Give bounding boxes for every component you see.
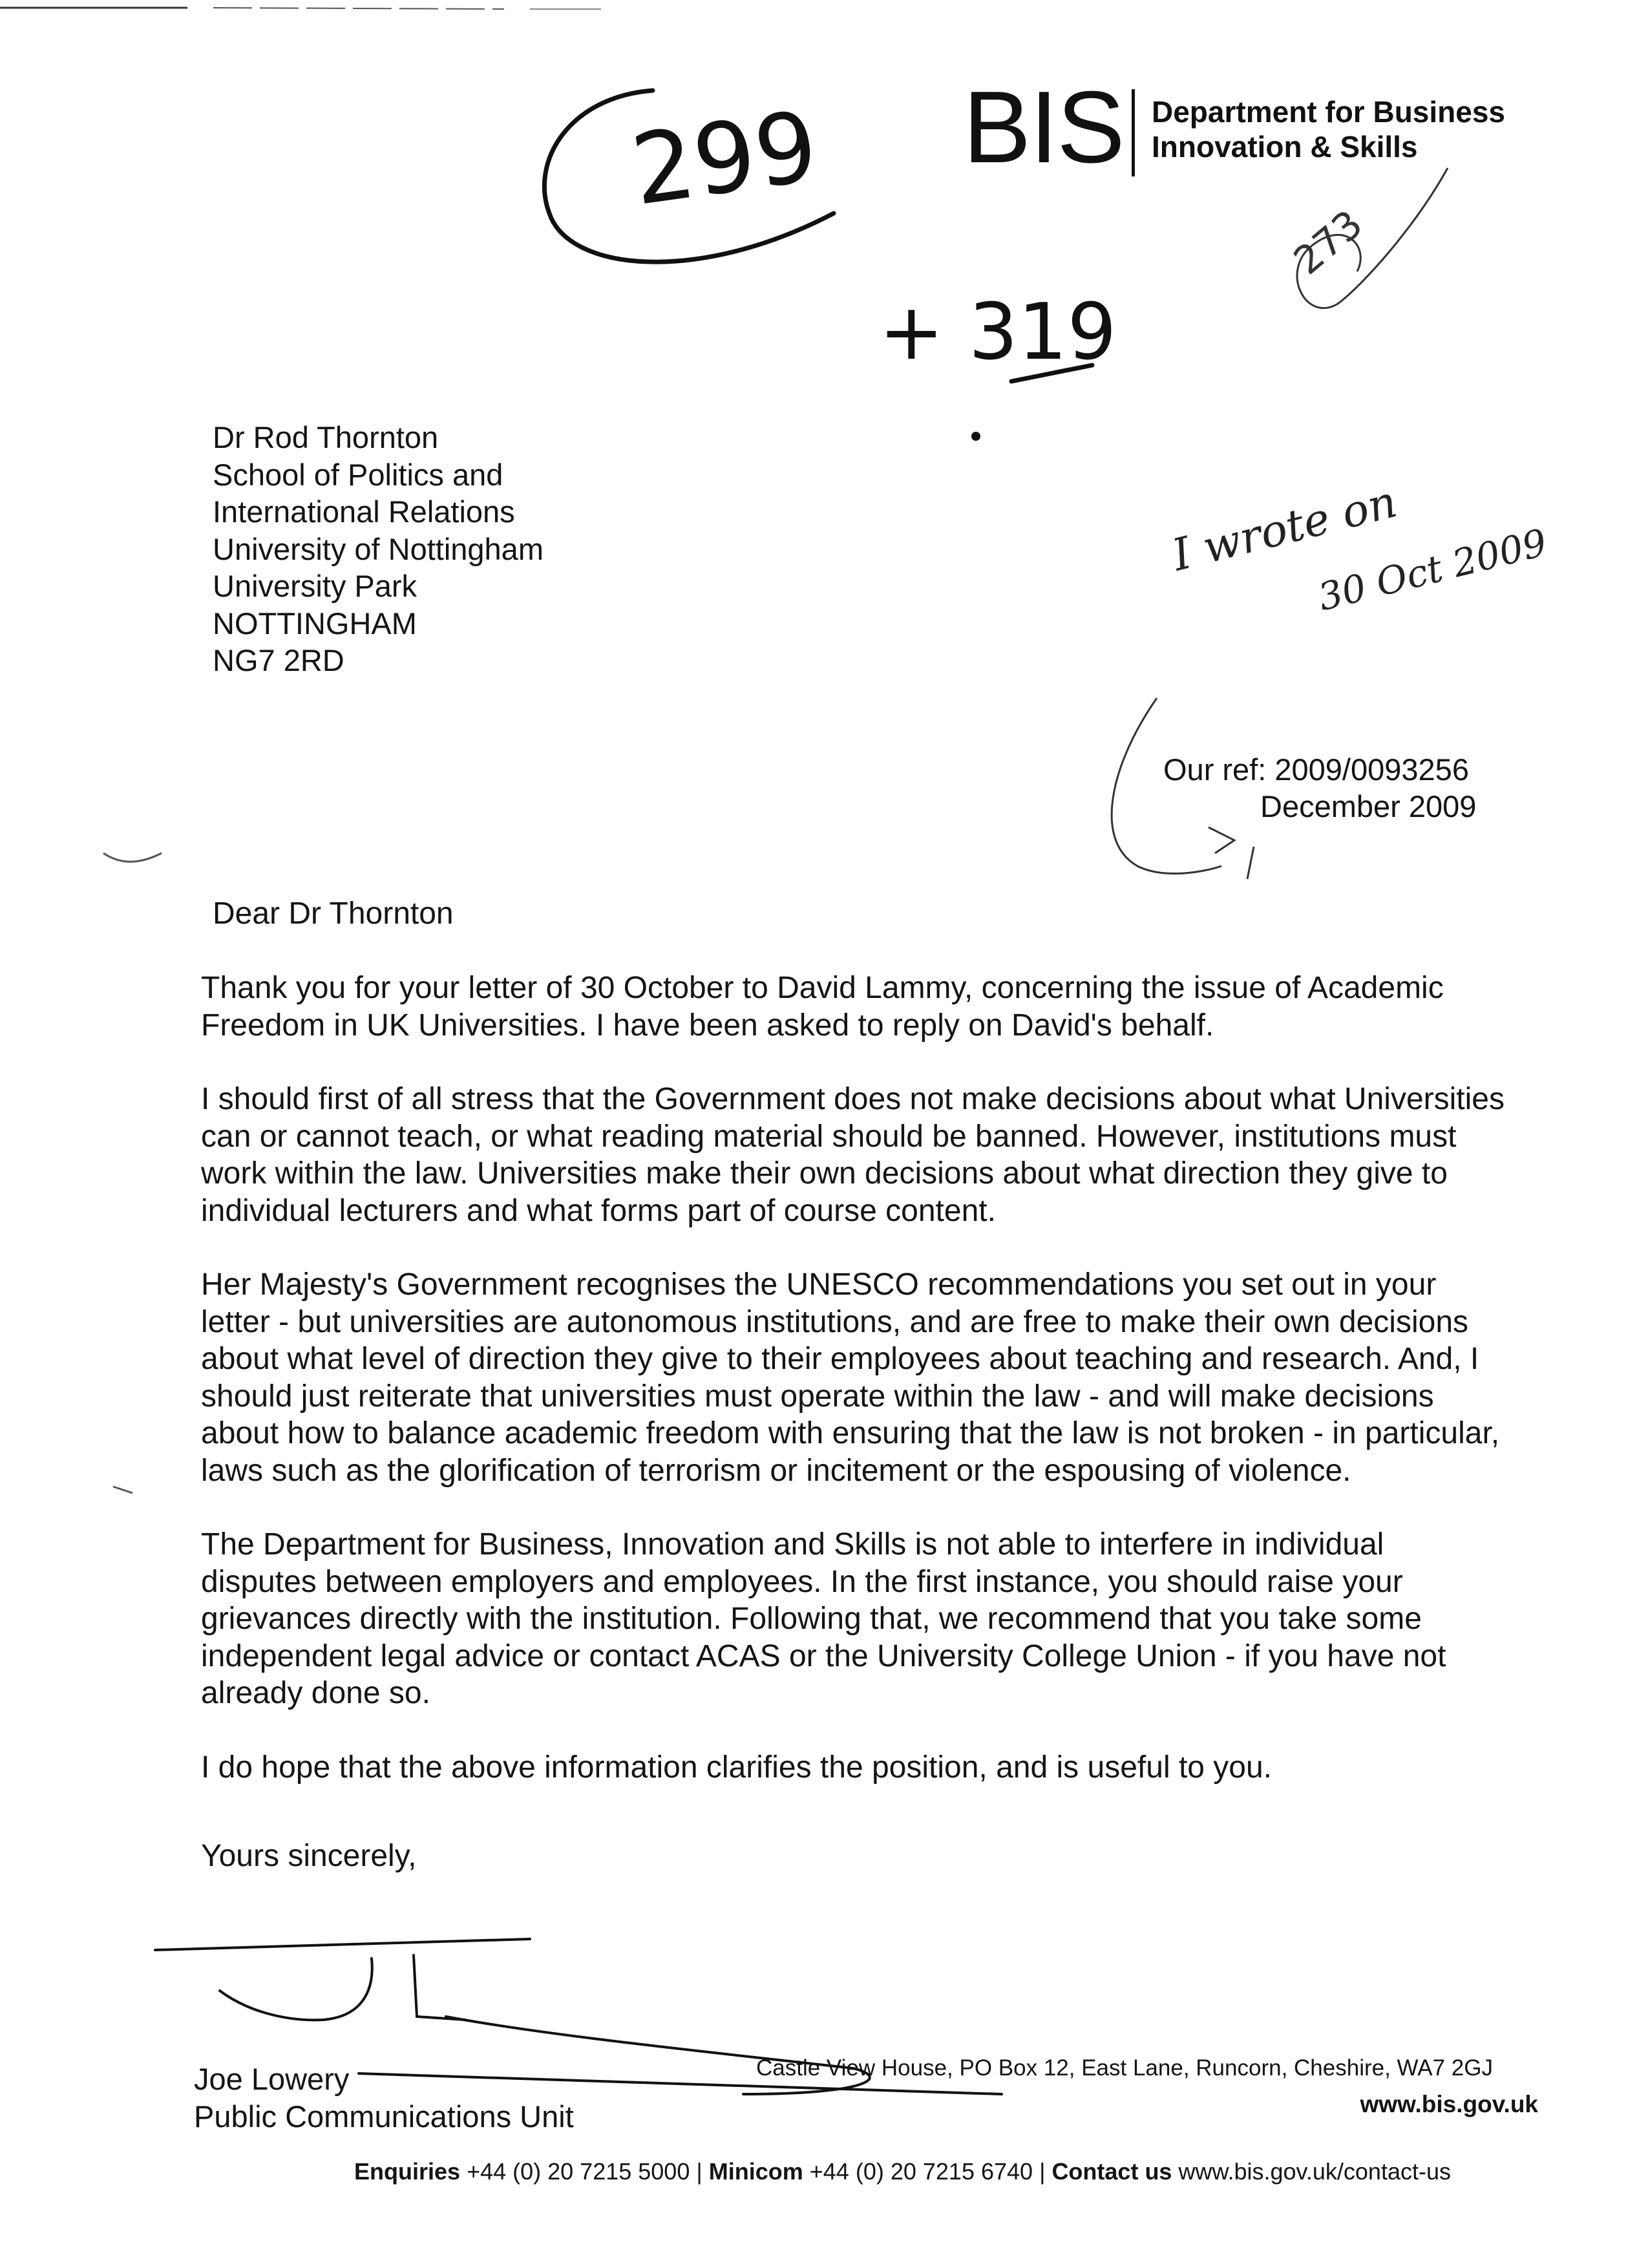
date-bracket-annotation [1112,698,1254,879]
signature-block [194,2061,574,2136]
page-number-text: 299 [625,90,825,228]
paragraph: I do hope that the above information clarifies the position, and is useful to you. [201,1750,1273,1785]
enquiries-number: +44 (0) 20 7215 5000 [467,2158,690,2185]
recipient-address [213,419,544,679]
enquiries-label: Enquiries [354,2158,461,2185]
signer-unit: Public Communications Unit [194,2099,574,2134]
address-line: International Relations [213,494,515,529]
paragraph: The Department for Business, Innovation and Skills is not able to interfere in individual disputes between employers and employees. In the first instance, you should raise your grievances directly with the institution. Following that, we recommend that you take some independent legal advice or contact ACAS or the University College Union - if you have not already done so. [201,1527,1446,1710]
added-number-text: + 319 [879,288,1117,377]
our-reference: Our ref: 2009/0093256 [1163,752,1469,787]
address-line: Dr Rod Thornton [213,420,439,454]
bis-logo: BIS [963,70,1124,184]
footer-address: Castle View House, PO Box 12, East Lane, Runcorn, Cheshire, WA7 2GJ [756,2055,1493,2081]
page-number-annotation [544,90,834,262]
footer-website[interactable]: www.bis.gov.uk [1360,2091,1538,2117]
minicom-number: +44 (0) 20 7215 6740 [809,2158,1033,2185]
minicom-label: Minicom [708,2158,803,2185]
paragraph: I should first of all stress that the Government does not make decisions about what Universities can or cannot teach, or what reading material should be banned. However, institutions must work within the law. Universities make their own decisions about what direction they give to individual lecturers and what forms part of course content. [201,1082,1505,1228]
address-line: University Park [213,569,417,603]
margin-number-annotation [1285,168,1448,308]
margin-marks [103,853,162,1493]
paragraph: Thank you for your letter of 30 October to David Lammy, concerning the issue of Academic Freedom in UK Universities. I have been asked to reply on David's behalf. [201,971,1444,1043]
footer-contact-line [354,2156,1451,2187]
margin-number-text: 273 [1285,201,1371,284]
signer-name: Joe Lowery [194,2062,350,2096]
contact-label: Contact us [1051,2158,1172,2185]
footer-separator: | [696,2158,709,2185]
address-line: NOTTINGHAM [213,606,417,641]
letter-body [201,970,1506,1823]
note-line-1: I wrote on [1167,476,1402,582]
closing: Yours sincerely, [201,1839,417,1873]
address-line: University of Nottingham [213,531,544,566]
note-line-2: 30 Oct 2009 [1313,520,1552,620]
address-line: School of Politics and [213,457,503,492]
address-line: NG7 2RD [213,643,344,677]
added-number-annotation [879,288,1117,441]
letter-date: December 2009 [1260,789,1477,823]
contact-link[interactable]: www.bis.gov.uk/contact-us [1178,2158,1451,2185]
department-line-1: Department for Business [1152,95,1506,129]
written-note-annotation [1166,476,1551,619]
footer-separator: | [1039,2158,1052,2185]
salutation: Dear Dr Thornton [213,896,454,931]
department-line-2: Innovation & Skills [1152,130,1418,164]
paragraph: Her Majesty's Government recognises the UNESCO recommendations you set out in your letter - but universities are autonomous institutions, and are free to make their own decisions about what level of direction they give to their employees about teaching and research. And, I should just reiterate that universities must operate within the law - and will make decisions about how to balance academic freedom with ensuring that the law is not broken - in particular, laws such as the glorification of terrorism or incitement or the espousing of violence. [201,1267,1500,1488]
